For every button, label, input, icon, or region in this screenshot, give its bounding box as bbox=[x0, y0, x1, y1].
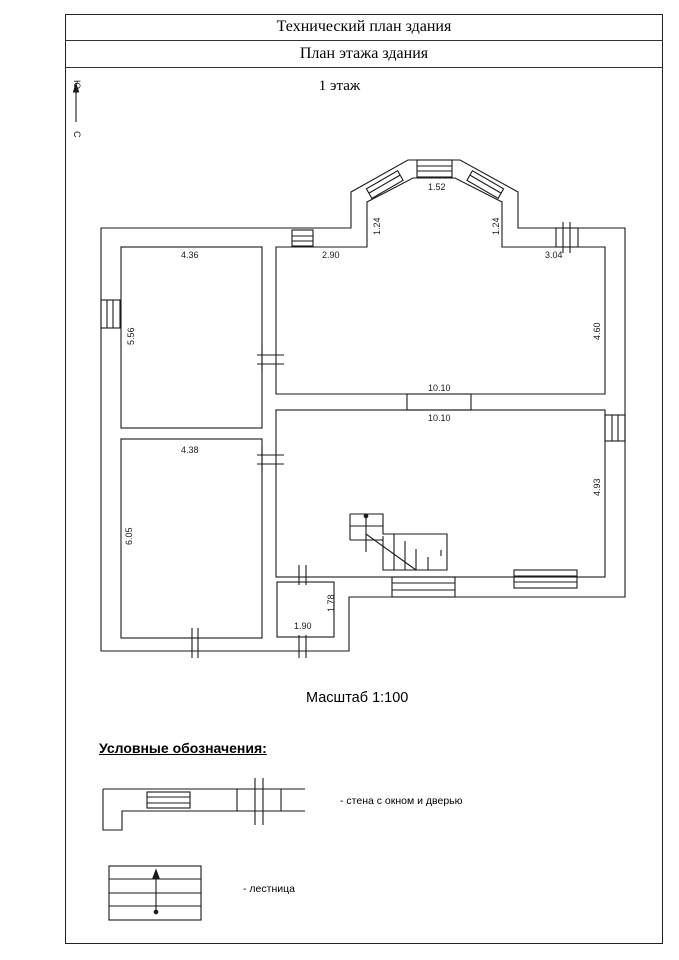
window-bay-center bbox=[417, 160, 452, 177]
door-vestibule-bottom bbox=[299, 635, 306, 658]
dim-lower-hall-height: 4.93 bbox=[592, 478, 602, 496]
dim-bay-left: 1.24 bbox=[372, 217, 382, 235]
page-subtitle: План этажа здания bbox=[65, 41, 663, 68]
legend-stairs-symbol bbox=[109, 866, 201, 920]
dim-room-bottom-left-height: 6.05 bbox=[124, 527, 134, 545]
dim-hall-height: 4.60 bbox=[592, 322, 602, 340]
floor-label: 1 этаж bbox=[318, 78, 361, 94]
door-room-bottom-left bbox=[257, 446, 284, 472]
room-bottom-left bbox=[121, 439, 262, 638]
legend-stairs-label: - лестница bbox=[243, 883, 295, 895]
window-bottom-1 bbox=[392, 577, 455, 597]
dim-vestibule-width: 1.90 bbox=[294, 621, 312, 631]
page-title: Технический план здания bbox=[65, 14, 663, 41]
stairs-icon bbox=[350, 514, 447, 570]
compass-south-label: С bbox=[72, 131, 82, 138]
legend-wall-label: - стена с окном и дверью bbox=[340, 795, 463, 807]
window-top-left-hall bbox=[292, 230, 313, 246]
hall-upper bbox=[276, 178, 605, 394]
dim-hall-width: 10.10 bbox=[428, 383, 451, 393]
window-right-wall bbox=[605, 415, 625, 441]
dim-room-bottom-left-width: 4.38 bbox=[181, 445, 199, 455]
legend-title: Условные обозначения: bbox=[99, 740, 267, 756]
dim-vestibule-height: 1.78 bbox=[326, 594, 336, 612]
dim-hall-left-segment: 2.90 bbox=[322, 250, 340, 260]
legend-wall-symbol bbox=[103, 778, 305, 830]
door-top-right bbox=[556, 222, 578, 253]
room-top-left bbox=[121, 247, 262, 428]
dim-bay-width: 1.52 bbox=[428, 182, 446, 192]
opening-hall-divider bbox=[407, 394, 471, 410]
window-bay-left bbox=[366, 171, 403, 199]
dim-room-top-left-height: 5.56 bbox=[126, 327, 136, 345]
dim-room-top-left-width: 4.36 bbox=[181, 250, 199, 260]
door-room-top-left bbox=[257, 345, 284, 372]
dim-lower-hall-width: 10.10 bbox=[428, 413, 451, 423]
door-room-bottom-left-south bbox=[192, 628, 198, 658]
compass-north-label: Ю bbox=[72, 80, 82, 90]
window-bottom-2 bbox=[514, 570, 577, 588]
dim-bay-right: 1.24 bbox=[491, 217, 501, 235]
window-left-wall bbox=[101, 300, 120, 328]
scale-label: Масштаб 1:100 bbox=[306, 690, 409, 706]
dim-hall-right-segment: 3.04 bbox=[545, 250, 563, 260]
window-bay-right bbox=[467, 171, 504, 199]
compass-icon bbox=[74, 84, 79, 122]
